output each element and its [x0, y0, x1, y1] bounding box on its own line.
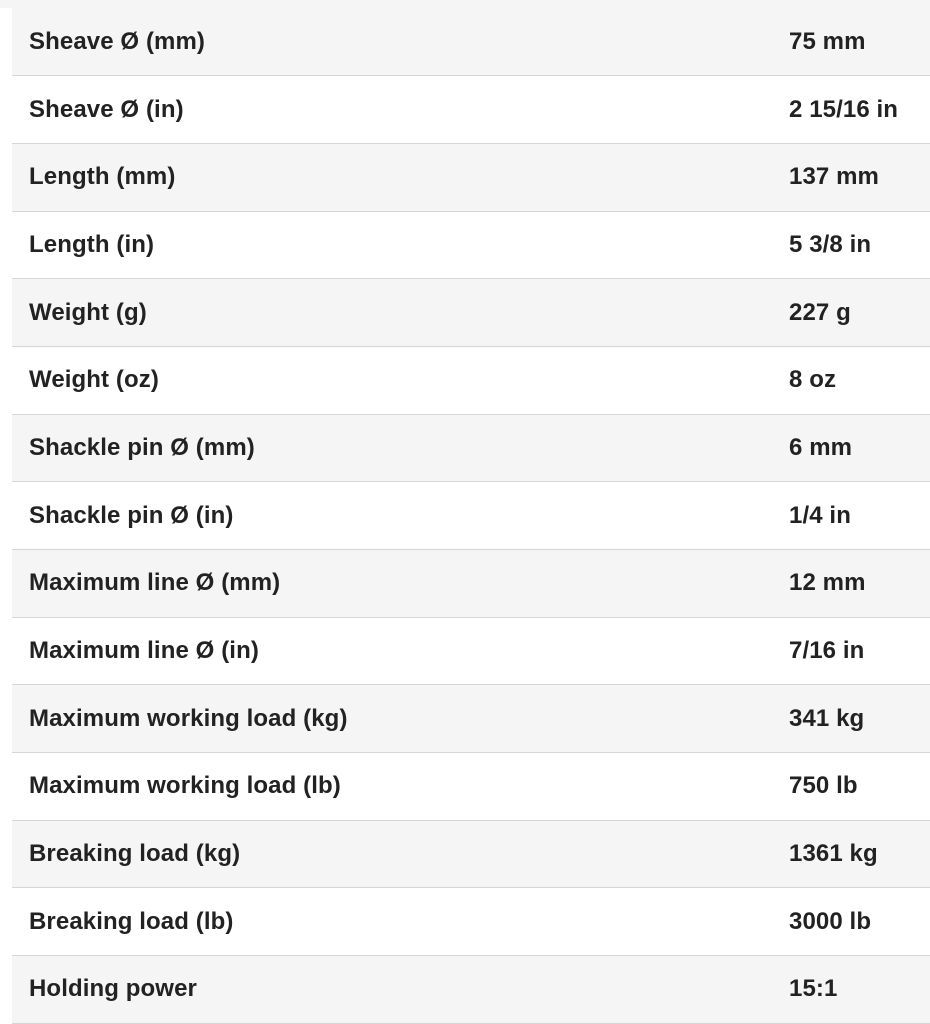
spec-value: 5 3/8 in [771, 211, 930, 279]
spec-value: 15:1 [771, 956, 930, 1024]
spec-label: Shackle pin Ø (mm) [12, 414, 771, 482]
spec-value: 75 mm [771, 8, 930, 76]
table-row [12, 211, 930, 279]
table-top-strip [0, 0, 930, 8]
table-row [12, 143, 930, 211]
table-row [12, 753, 930, 821]
spec-label: Breaking load (lb) [12, 888, 771, 956]
table-row [12, 550, 930, 618]
spec-label: Maximum working load (kg) [12, 685, 771, 753]
spec-label: Sheave Ø (in) [12, 76, 771, 144]
spec-value: 7/16 in [771, 617, 930, 685]
spec-value: 12 mm [771, 550, 930, 618]
specifications-table [12, 8, 930, 1024]
spec-label: Maximum line Ø (mm) [12, 550, 771, 618]
spec-value: 6 mm [771, 414, 930, 482]
spec-label: Shackle pin Ø (in) [12, 482, 771, 550]
spec-value: 8 oz [771, 346, 930, 414]
table-row [12, 617, 930, 685]
spec-label: Sheave Ø (mm) [12, 8, 771, 76]
table-row [12, 279, 930, 347]
spec-label: Length (in) [12, 211, 771, 279]
table-row [12, 76, 930, 144]
spec-value: 3000 lb [771, 888, 930, 956]
spec-label: Maximum line Ø (in) [12, 617, 771, 685]
table-row [12, 888, 930, 956]
spec-value: 341 kg [771, 685, 930, 753]
spec-label: Holding power [12, 956, 771, 1024]
table-row [12, 685, 930, 753]
table-row [12, 956, 930, 1024]
spec-value: 227 g [771, 279, 930, 347]
spec-label: Weight (oz) [12, 346, 771, 414]
spec-value: 137 mm [771, 143, 930, 211]
table-row [12, 8, 930, 76]
spec-label: Weight (g) [12, 279, 771, 347]
spec-value: 2 15/16 in [771, 76, 930, 144]
spec-value: 750 lb [771, 753, 930, 821]
spec-value: 1/4 in [771, 482, 930, 550]
table-row [12, 414, 930, 482]
spec-label: Breaking load (kg) [12, 820, 771, 888]
table-row [12, 482, 930, 550]
spec-value: 1361 kg [771, 820, 930, 888]
table-row [12, 346, 930, 414]
spec-label: Maximum working load (lb) [12, 753, 771, 821]
spec-label: Length (mm) [12, 143, 771, 211]
table-row [12, 820, 930, 888]
